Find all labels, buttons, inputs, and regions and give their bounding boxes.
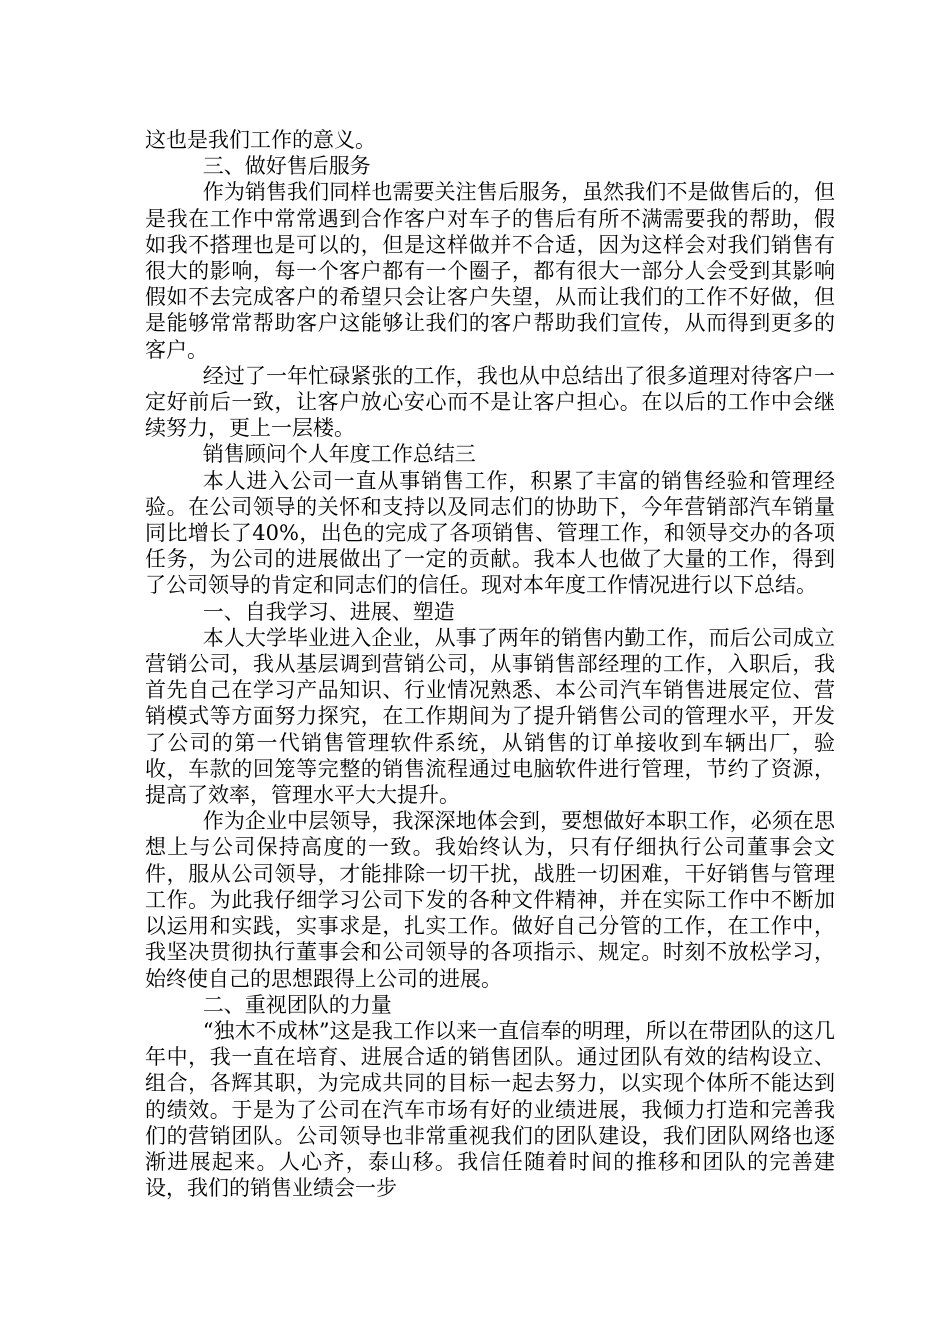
paragraph-continuation: 这也是我们工作的意义。 [145,128,376,152]
document-page [145,127,835,1201]
section-heading-after-sales: 三、做好售后服务 [202,154,371,179]
paragraph-career: 本人大学毕业进入企业，从事了两年的销售内勤工作，而后公司成立营销公司，我从基层调到营销公司，从事销售部经理的工作，入职后，我首先自己在学习产品知识、行业情况熟悉、本公司汽车销售进展定位、营销模式等方面努力探究，在工作期间为了提升销售公司的管理水平，开发了公司的第一代销售管理软件系统，从销售的订单接收到车辆出厂，验收，车款的回笼等完整的销售流程通过电脑软件进行管理，节约了资源，提高了效率，管理水平大大提升。 [145,625,835,808]
paragraph-after-sales: 作为销售我们同样也需要关注售后服务，虽然我们不是做售后的，但是我在工作中常常遇到合作客户对车子的售后有所不满需要我的帮助，假如我不搭理也是可以的，但是这样做并不合适，因为这样会对我们销售有很大的影响，每一个客户都有一个圈子，都有很大一部分人会受到其影响假如不去完成客户的希望只会让客户失望，从而让我们的工作不好做，但是能够常常帮助客户这能够让我们的客户帮助我们宣传，从而得到更多的客户。 [145,180,835,362]
document-title-summary-three: 销售顾问个人年度工作总结三 [202,442,476,467]
paragraph-leadership: 作为企业中层领导，我深深地体会到，要想做好本职工作，必须在思想上与公司保持高度的一致。我始终认为，只有仔细执行公司董事会文件，服从公司领导，才能排除一切干扰，战胜一切困难，干好销售与管理工作。为此我仔细学习公司下发的各种文件精神，并在实际工作中不断加以运用和实践，实事求是，扎实工作。做好自己分管的工作，在工作中，我坚决贯彻执行董事会和公司领导的各项指示、规定。时刻不放松学习，始终使自己的思想跟得上公司的进展。 [145,809,835,991]
paragraph-year-summary: 经过了一年忙碌紧张的工作，我也从中总结出了很多道理对待客户一定好前后一致，让客户放心安心而不是让客户担心。在以后的工作中会继续努力，更上一层楼。 [145,363,835,441]
section-heading-team: 二、重视团队的力量 [202,992,392,1017]
paragraph-intro: 本人进入公司一直从事销售工作，积累了丰富的销售经验和管理经验。在公司领导的关怀和支持以及同志们的协助下，今年营销部汽车销量同比增长了40%，出色的完成了各项销售、管理工作，和领导交办的各项任务，为公司的进展做出了一定的贡献。我本人也做了大量的工作，得到了公司领导的肯定和同志们的信任。现对本年度工作情况进行以下总结。 [145,468,835,598]
paragraph-team: “独木不成林”这是我工作以来一直信奉的明理，所以在带团队的这几年中，我一直在培育、进展合适的销售团队。通过团队有效的结构设立、组合，各辉其职，为完成共同的目标一起去努力，以实现个体所不能达到的绩效。于是为了公司在汽车市场有好的业绩进展，我倾力打造和完善我们的营销团队。公司领导也非常重视我们的团队建设，我们团队网络也逐渐进展起来。人心齐，泰山移。我信任随着时间的推移和团队的完善建设，我们的销售业绩会一步 [145,1018,835,1201]
section-heading-self-learning: 一、自我学习、进展、塑造 [202,599,455,624]
